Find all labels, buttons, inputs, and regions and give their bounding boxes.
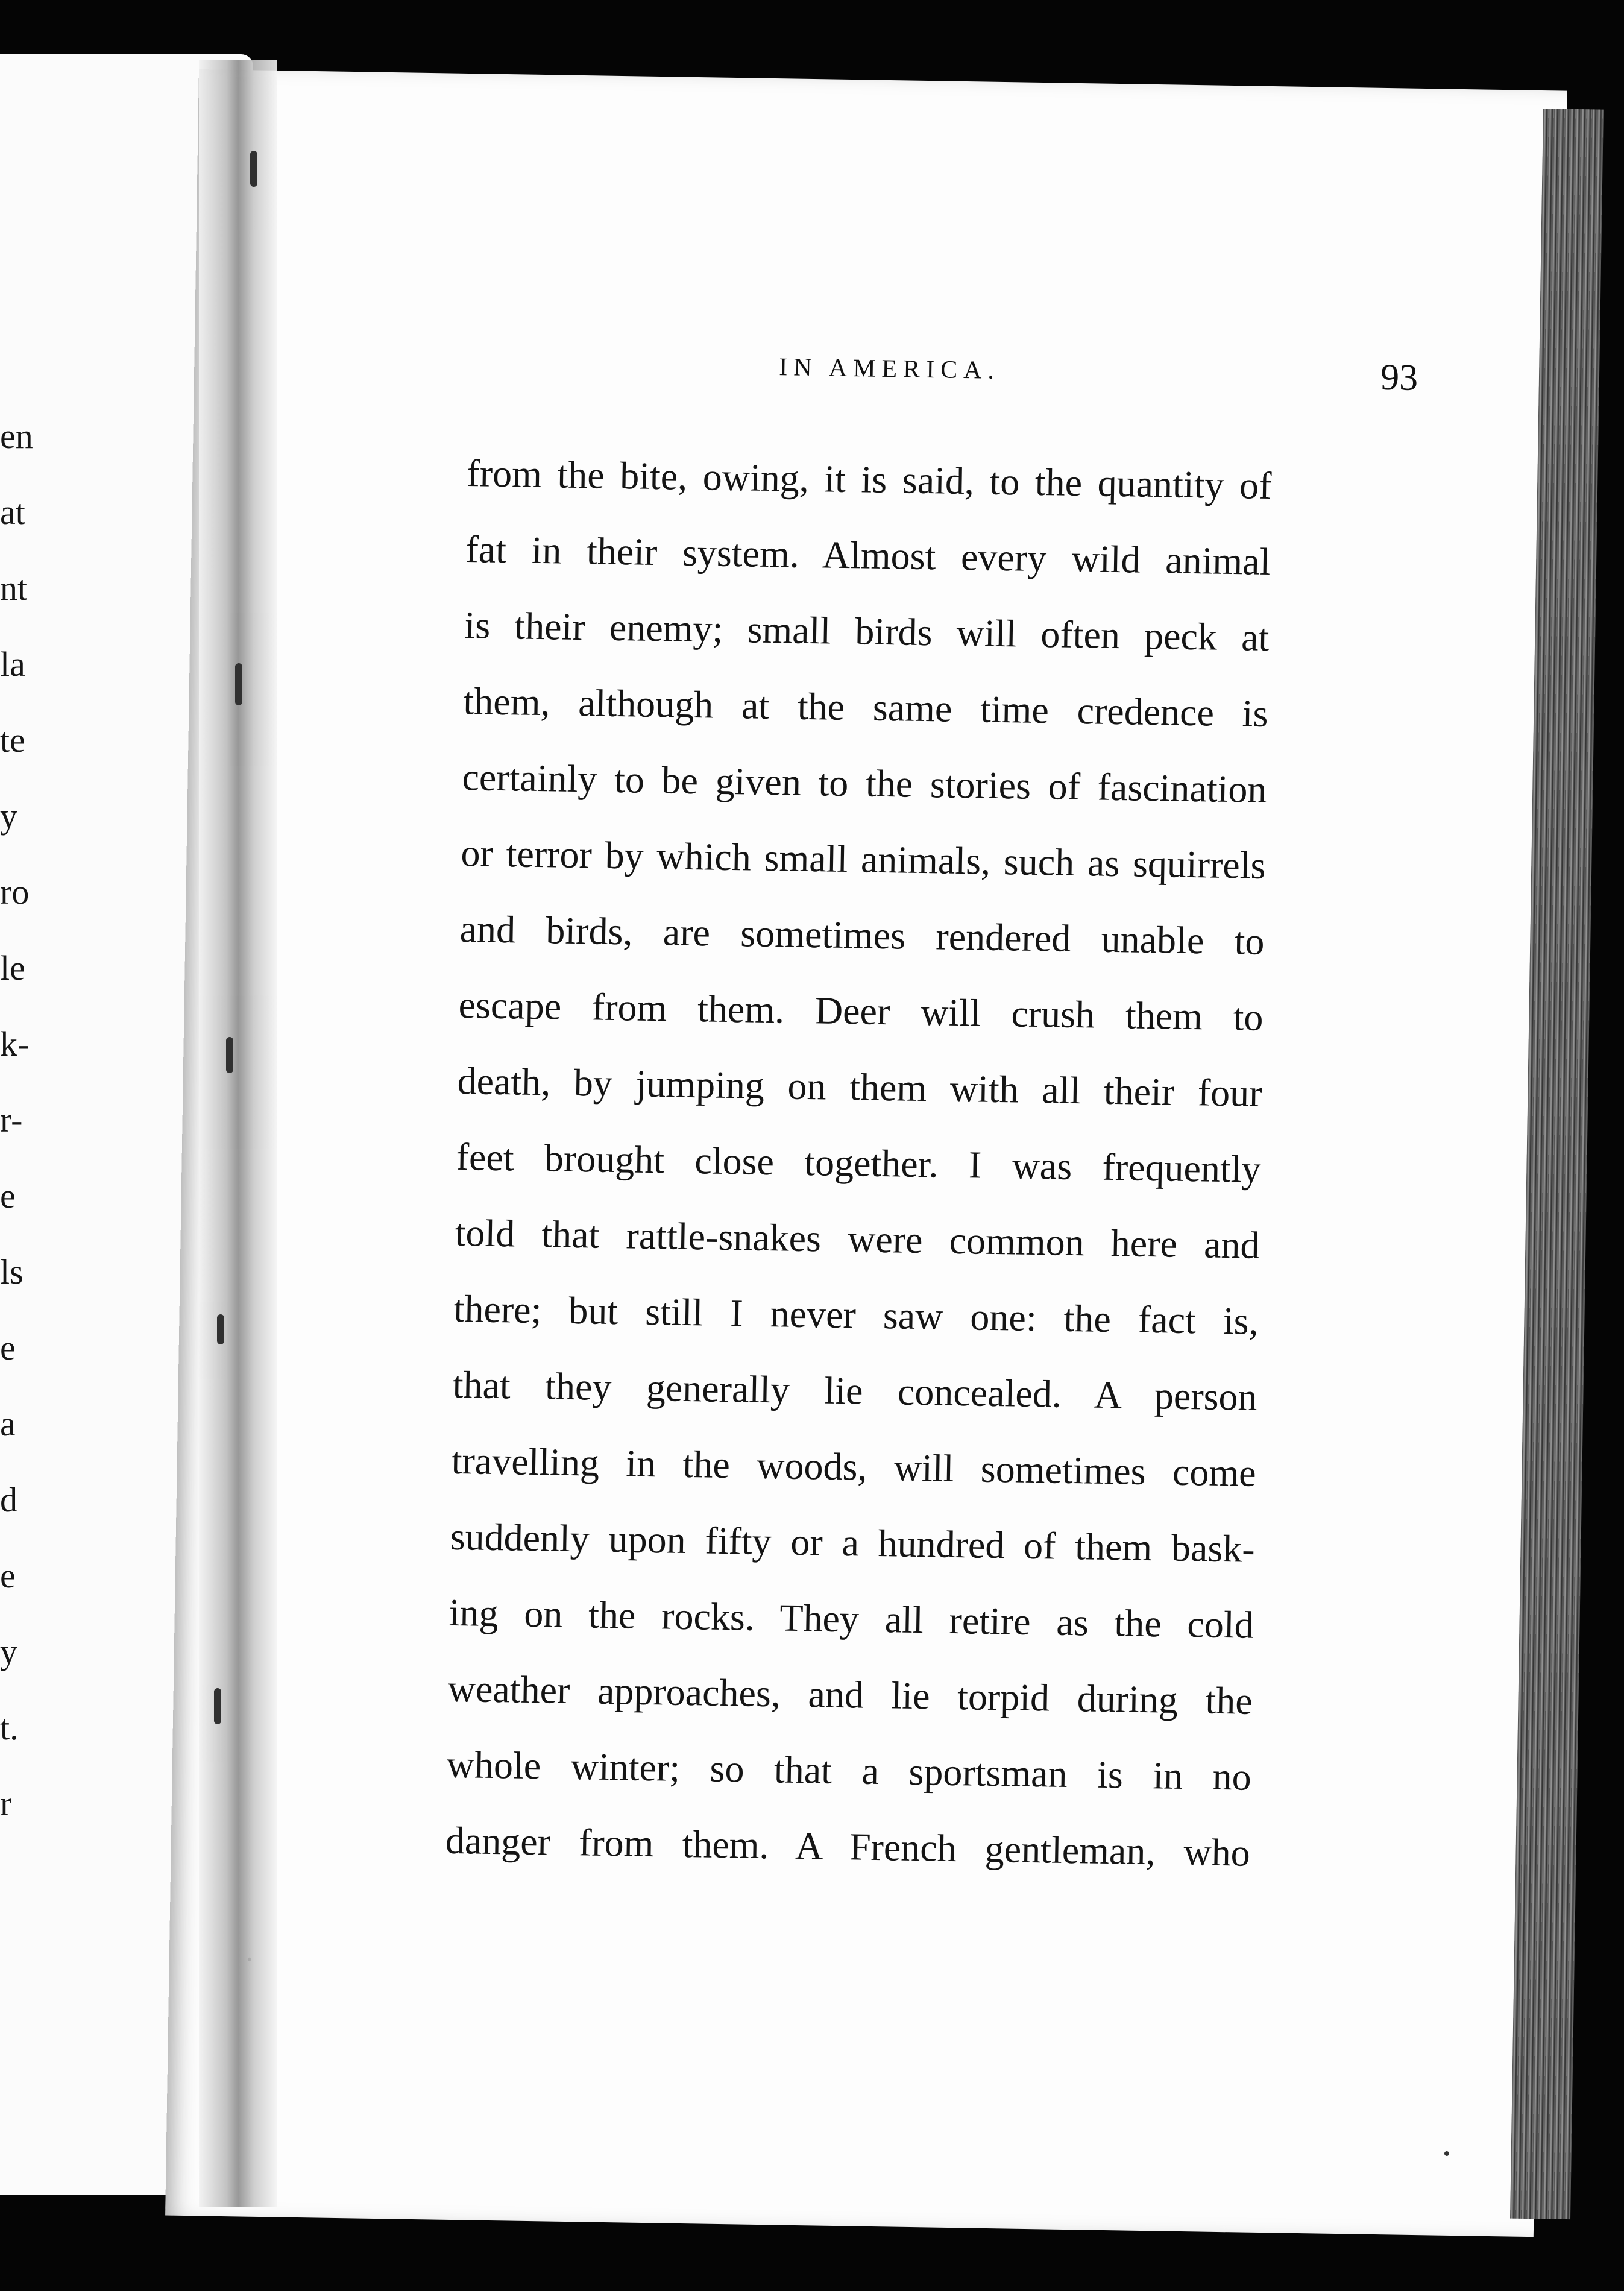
binding-stitch bbox=[250, 151, 257, 187]
book-gutter bbox=[199, 60, 277, 2207]
line-fragment: y bbox=[0, 796, 17, 836]
line-fragment: r bbox=[0, 1784, 12, 1823]
text-line: death, by jumping on them with all their four bbox=[457, 1059, 1263, 1115]
text-line: whole winter; so that a sportsman is in no bbox=[446, 1742, 1252, 1798]
text-line: there; but still I never saw one: the fact is, bbox=[453, 1287, 1259, 1343]
text-line: travelling in the woods, will sometimes come bbox=[451, 1439, 1257, 1495]
text-line: feet brought close together. I was frequently bbox=[456, 1135, 1262, 1191]
text-line: or terror by which small animals, such as squirrels bbox=[461, 831, 1267, 887]
text-line: told that rattle-snakes were common here and bbox=[455, 1211, 1260, 1267]
binding-stitch bbox=[214, 1688, 221, 1724]
line-fragment: k- bbox=[0, 1024, 30, 1064]
page-number: 93 bbox=[1380, 356, 1418, 399]
line-fragment: en bbox=[0, 417, 33, 456]
line-fragment: e bbox=[0, 1176, 16, 1215]
line-fragment: r- bbox=[0, 1100, 23, 1139]
line-fragment: le bbox=[0, 948, 25, 988]
running-title: IN AMERICA. bbox=[778, 353, 1001, 385]
text-line: suddenly upon fifty or a hundred of them bask- bbox=[450, 1514, 1256, 1571]
line-fragment: at bbox=[0, 493, 25, 532]
text-line: escape from them. Deer will crush them to bbox=[458, 983, 1264, 1039]
line-fragment: te bbox=[0, 720, 25, 760]
text-line: certainly to be given to the stories of fascination bbox=[462, 755, 1268, 811]
text-line: that they generally lie concealed. A person bbox=[452, 1363, 1258, 1419]
paper-speck bbox=[1444, 2151, 1449, 2156]
binding-stitch bbox=[226, 1037, 233, 1073]
binding-stitch bbox=[235, 663, 242, 705]
line-fragment: d bbox=[0, 1480, 17, 1519]
line-fragment: ro bbox=[0, 872, 30, 912]
line-fragment: ls bbox=[0, 1252, 24, 1291]
current-page bbox=[165, 69, 1567, 2237]
text-line: is their enemy; small birds will often peck at bbox=[464, 603, 1270, 659]
line-fragment: e bbox=[0, 1328, 16, 1367]
line-fragment: nt bbox=[0, 569, 28, 608]
line-fragment: la bbox=[0, 644, 25, 684]
line-fragment: t. bbox=[0, 1708, 19, 1747]
text-line: danger from them. A French gentleman, who bbox=[445, 1818, 1251, 1874]
text-line: ing on the rocks. They all retire as the cold bbox=[448, 1590, 1254, 1647]
text-line: and birds, are sometimes rendered unable to bbox=[459, 907, 1265, 963]
text-line: fat in their system. Almost every wild animal bbox=[465, 528, 1271, 584]
text-line: them, although at the same time credence is bbox=[463, 679, 1268, 735]
binding-stitch bbox=[217, 1314, 224, 1344]
previous-page-text-fragments bbox=[0, 416, 66, 1859]
line-fragment: y bbox=[0, 1632, 17, 1671]
page-body-text bbox=[445, 435, 1272, 1891]
running-head bbox=[779, 353, 1418, 405]
text-line: from the bite, owing, it is said, to the quantity of bbox=[466, 452, 1272, 508]
line-fragment: e bbox=[0, 1556, 16, 1595]
line-fragment: a bbox=[0, 1404, 16, 1443]
text-line: weather approaches, and lie torpid during the bbox=[447, 1666, 1253, 1722]
